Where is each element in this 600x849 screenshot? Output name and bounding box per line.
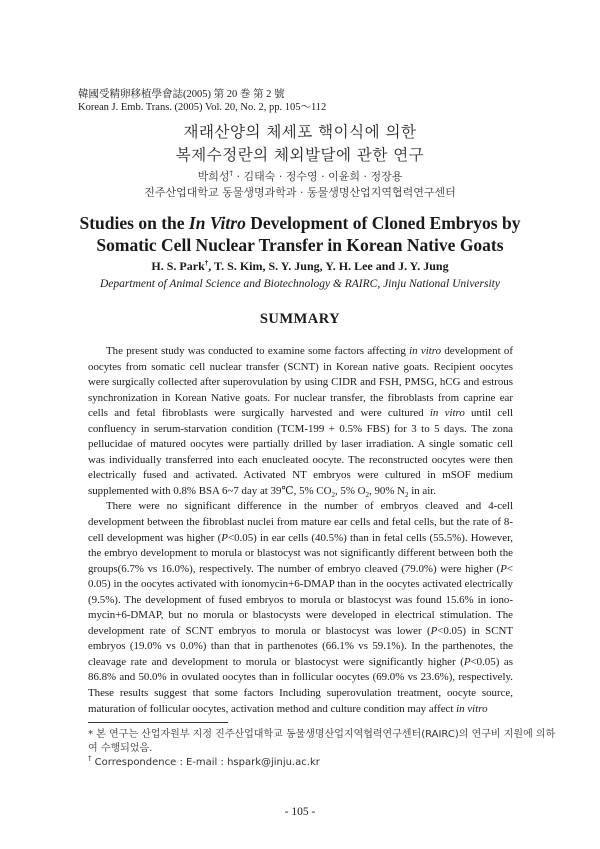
text-run: The present study was conducted to examine some factors affecting — [106, 345, 410, 357]
summary-paragraph-1 — [88, 344, 513, 499]
subscript: 2 — [365, 491, 369, 500]
footnote-text: Correspondence : E-mail : hspark@jinju.ac.kr — [91, 757, 320, 768]
text-run: < 0.05) in the oocytes activated with ionomycin+6-DMAP than in the oocytes activated electrically (9.5%). The development of fused embryos to morula or blastocyst was found 15.6% in iono-mycin+6-DMAP, but no morula or blastocysts were developed in electrical stimulation. The development rate of SCNT embryos to morula or blastocyst was lower ( — [88, 562, 513, 637]
summary-paragraph-2 — [88, 499, 513, 717]
english-affiliation: Department of Animal Science and Biotechnology & RAIRC, Jinju National University — [100, 278, 500, 290]
text-run: <0.05) in SCNT embryos (19.0% vs 0.0%) than that in parthenotes (66.1% vs 59.1%). In the parthenotes, the cleavage rate and development to morula or blastocyst were significantly higher ( — [88, 624, 514, 668]
english-title-post: Development of Cloned Embryos by — [245, 213, 521, 233]
english-authors — [0, 259, 600, 274]
summary-body — [88, 344, 513, 717]
italic-run: P — [463, 655, 471, 668]
footnote-mark: * — [88, 729, 93, 740]
text-run: <0.05) in ear cells (40.5%) than in fetal cells (55.5%). However, the embryo development to morula or blastocyst was not significantly different between both the groups(6.7% vs 16.0%), respectively. The number of embryo cleaved (79.0%) were higher ( — [88, 531, 513, 575]
italic-run: in vitro — [429, 407, 465, 420]
page-number: - 105 - — [284, 806, 316, 818]
korean-affiliation: 진주산업대학교 동물생명과학과 · 동물생명산업지역협력연구센터 — [144, 186, 456, 199]
text-run: There were no significant difference in the number of embryos cleaved and 4-cell development between the fibroblast nuclei from mature ear cells and fetal cells, but the rate of 8-cell development was higher ( — [88, 500, 513, 544]
italic-run: in vitro — [409, 345, 442, 357]
english-title-line-1 — [0, 212, 600, 234]
footnote-divider — [88, 722, 228, 723]
subscript: 2 — [331, 491, 335, 500]
korean-author-1: 박희성 — [197, 170, 230, 183]
text-run: , 5% O — [334, 484, 366, 497]
text-run: , 90% N — [369, 484, 405, 497]
english-corresponding-mark: † — [204, 259, 209, 267]
italic-run: P — [430, 624, 438, 637]
english-title-pre: Studies on the — [79, 213, 189, 233]
korean-authors — [0, 168, 600, 184]
text-run: until cell confluency in serum-starvation condition (TCM-199 + 0.5% FBS) for 3 to 5 days. The zona pellucidae of matured oocytes were partially drilled by laser irradiation. A single somatic cell was individually transferred into each enucleated oocyte. The reconstructed oocytes were then electrically fused and activated. Activated NT embryos were cultured in mSOF medium supplemented with 0.8% BSA 6~7 day at 39℃, 5% CO — [88, 407, 514, 497]
footnote-correspondence — [88, 756, 558, 770]
english-authors-rest: , T. S. Kim, S. Y. Jung, Y. H. Lee and J. Y. Jung — [208, 259, 449, 273]
english-title-line-2: Somatic Cell Nuclear Transfer in Korean Native Goats — [96, 235, 504, 255]
english-author-1: H. S. Park — [151, 259, 205, 273]
journal-header-korean: 韓國受精卵移植學會誌(2005) 第 20 巻 第 2 號 — [78, 89, 285, 100]
korean-authors-rest: · 김태숙 · 정수영 · 이윤희 · 정장용 — [232, 170, 403, 183]
english-title-italic: In Vitro — [188, 213, 246, 233]
corresponding-mark: † — [229, 169, 233, 178]
summary-heading: SUMMARY — [259, 311, 341, 327]
journal-header-english: Korean J. Emb. Trans. (2005) Vol. 20, No. 2, pp. 105～112 — [78, 102, 327, 113]
korean-title-line-1: 재래산양의 체세포 핵이식에 의한 — [183, 123, 417, 141]
footnote-mark: † — [88, 754, 92, 763]
korean-title-line-2: 복제수정란의 체외발달에 관한 연구 — [175, 146, 425, 164]
footnote-funding — [88, 728, 558, 756]
text-run: development of oocytes from somatic cell nuclear transfer (SCNT) in Korean native goats. Recipient oocytes were surgically collected after superovulation by using CIDR and FSH, PMSG, hCG and estrous synchronization in Korean Native goats. For nuclear transfer, the fibroblasts from caprine ear cells and fetal fibroblasts were surgically harvested and were cultured — [88, 345, 513, 420]
footnote-text: 본 연구는 산업자원부 지정 진주산업대학교 동물생명산업지역협력연구센터(RAIRC)의 연구비 지원에 의하여 수행되었음. — [88, 729, 556, 754]
text-run: in air. — [408, 484, 437, 497]
italic-run: P — [500, 562, 507, 575]
text-run: <0.05) as 86.8% and 50.0% in ovulated oocytes than in follicular oocytes (69.0% vs 23.6%), respectively. These results suggest that some factors Including superovulation treatment, oocyte source, maturation of follicular oocytes, activation method and culture condition may affect — [88, 655, 513, 715]
italic-run: P — [221, 531, 228, 544]
subscript: 2 — [405, 491, 409, 500]
italic-run: in vitro — [456, 702, 488, 715]
